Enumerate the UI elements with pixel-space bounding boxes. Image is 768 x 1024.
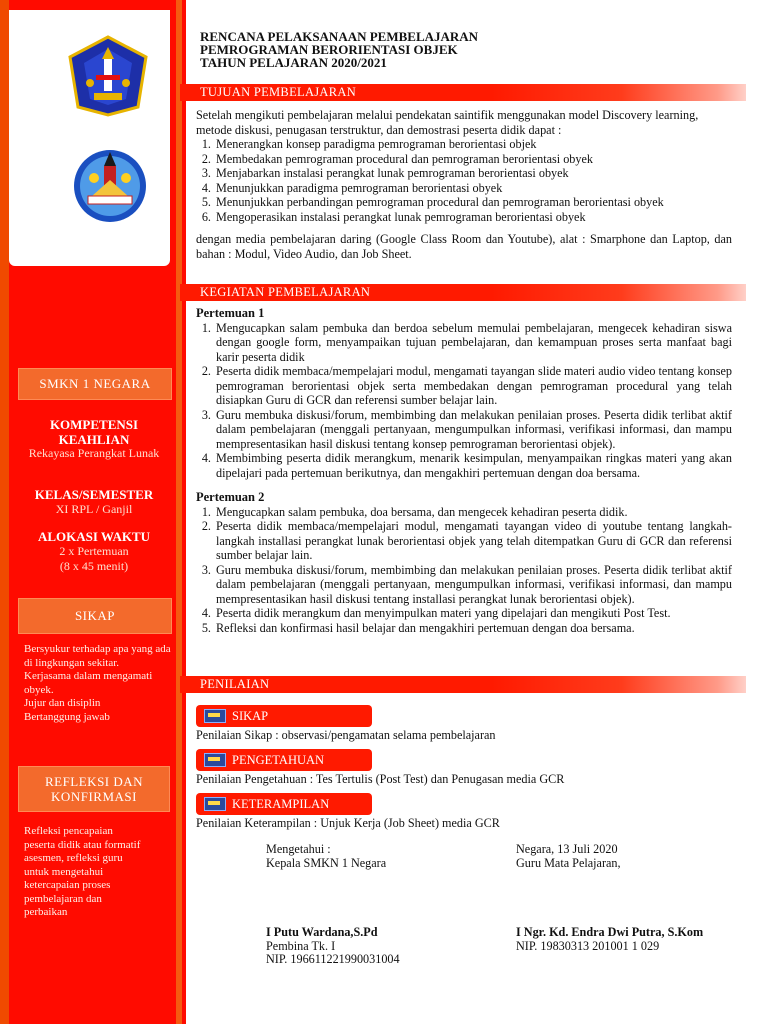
tujuan-section-bar: TUJUAN PEMBELAJARAN [180, 84, 746, 101]
list-item: 2. Peserta didik membaca/mempelajari modul, mengamati tayangan slide materi audio video tentang konsep pemrograman berorientasi objek serta membedakan dengan pemrograman procedural yang telah disiapkan Guru di GCR dan referensi sumber belajar lain. [214, 364, 732, 408]
title-line: RENCANA PELAKSANAAN PEMBELAJARAN [200, 29, 479, 44]
sikap-heading: SIKAP [74, 608, 116, 623]
badge-icon [204, 797, 226, 811]
sikap-item: Jujur dan disiplin [24, 697, 101, 709]
signature-name: I Putu Wardana,S.Pd [266, 925, 378, 939]
sikap-item: Bersyukur terhadap apa yang ada di lingkungan sekitar. [24, 643, 171, 669]
list-item: 2. Membedakan pemrograman procedural dan pemrograman berorientasi obyek [214, 152, 732, 167]
sikap-pill [196, 705, 372, 727]
pengetahuan-assessment-text: Penilaian Pengetahuan : Tes Tertulis (Post Test) dan Penugasan media GCR [196, 772, 565, 786]
title-line: TAHUN PELAJARAN 2020/2021 [200, 55, 387, 70]
list-item: 3. Guru membuka diskusi/forum, membimbing dan melakukan penilaian proses. Peserta didik terlibat aktif dalam pembelajaran (menggali pertanyaan, mengumpulkan informasi, verifikasi informasi, dan mampu mempresentasikan hasil diskusi tentang konsep pemrograman berorientasi objek). [214, 408, 732, 452]
penilaian-section-bar: PENILAIAN [180, 676, 746, 693]
refleksi-text: Refleksi pencapaian peserta didik atau formatif asesmen, refleksi guru untuk mengetahui ketercapaian proses pembelajaran dan perbaikan [24, 825, 141, 918]
keterampilan-pill [196, 793, 372, 815]
pengetahuan-pill [196, 749, 372, 771]
signature-label: Mengetahui : [266, 842, 331, 856]
meeting-1-list [196, 321, 732, 481]
tujuan-intro: Setelah mengikuti pembelajaran melalui pendekatan saintifik menggunakan model Discovery learning, metode diskusi, penugasan terstruktur, dan demostrasi peserta didik dapat : [196, 108, 699, 137]
sidebar-inner-strip [176, 0, 182, 1024]
signature-name: I Ngr. Kd. Endra Dwi Putra, S.Kom [516, 925, 704, 939]
tujuan-content [196, 108, 732, 261]
school-emblem [70, 146, 150, 226]
kelas-heading: KELAS/SEMESTER [34, 487, 154, 502]
list-item: 1. Menerangkan konsep paradigma pemrograman berorientasi objek [214, 137, 732, 152]
list-item: 3. Guru membuka diskusi/forum, membimbing dan melakukan penilaian proses. Peserta didik terlibat aktif dalam pembelajaran (menggali pertanyaan, mengumpulkan informasi, verifikasi informasi, dan mampu mempresentasikan hasil diskusi tentang installasi perangkat lunak berorientasi objek). [214, 563, 732, 607]
sikap-item: Bertanggung jawab [24, 710, 110, 723]
alokasi-value-1: 2 x Pertemuan [59, 544, 129, 558]
badge-icon [204, 753, 226, 767]
refleksi-heading-box [18, 766, 170, 812]
list-item: 4. Membimbing peserta didik merangkum, menarik kesimpulan, menyampaikan ringkas materi yang akan dipelajari pada pertemuan berikutnya, dan mengakhiri pertemuan dengan doa bersama. [214, 451, 732, 480]
signature-role: Guru Mata Pelajaran, [516, 855, 621, 870]
provincial-crest-emblem [68, 35, 148, 117]
list-item: 2. Peserta didik membaca/mempelajari modul, mengamati tayangan video di youtube tentang langkah-langkah installasi perangkat lunak berorientasi objek yang telah ditempatkan Guru di GCR dan referensi sumber belajar lain. [214, 519, 732, 563]
school-name-box [18, 368, 172, 400]
sikap-text [24, 643, 174, 724]
signature-left-name-block [266, 926, 400, 967]
signature-nip: NIP. 196611221990031004 [266, 952, 400, 966]
school-name: SMKN 1 NEGARA [39, 376, 151, 391]
signature-rank: Pembina Tk. I [266, 938, 336, 953]
signature-role: Kepala SMKN 1 Negara [266, 855, 387, 870]
refleksi-heading: REFLEKSI DAN KONFIRMASI [44, 774, 144, 804]
list-item: 4. Peserta didik merangkum dan menyimpulkan materi yang dipelajari dan mengikuti Post Test. [214, 606, 732, 621]
sidebar-edge-strip [0, 0, 9, 1024]
alokasi-value-2: (8 x 45 menit) [59, 559, 129, 573]
meeting-2-title: Pertemuan 2 [196, 490, 265, 504]
meeting-2-list [196, 505, 732, 636]
pengetahuan-pill-label: PENGETAHUAN [232, 752, 325, 767]
badge-icon [204, 709, 226, 723]
sikap-assessment-text: Penilaian Sikap : observasi/pengamatan selama pembelajaran [196, 728, 496, 742]
signature-left [266, 843, 386, 870]
list-item: 4. Menunjukkan paradigma pemrograman berorientasi obyek [214, 181, 732, 196]
signature-right [516, 843, 621, 870]
sikap-pill-label: SIKAP [232, 708, 269, 723]
signature-right-name-block [516, 926, 703, 953]
list-item: 6. Mengoperasikan instalasi perangkat lunak pemrograman berorientasi obyek [214, 210, 732, 225]
alokasi-heading: ALOKASI WAKTU [37, 529, 151, 544]
list-item: 3. Menjabarkan instalasi perangkat lunak pemrograman berorientasi obyek [214, 166, 732, 181]
meeting-1-title: Pertemuan 1 [196, 306, 265, 320]
signature-date: Negara, 13 Juli 2020 [516, 842, 618, 856]
kegiatan-section-bar: KEGIATAN PEMBELAJARAN [180, 284, 746, 301]
kompetensi-heading: KOMPETENSI KEAHLIAN [49, 417, 139, 447]
sikap-item: Kerjasama dalam mengamati obyek. [24, 670, 153, 696]
keterampilan-pill-label: KETERAMPILAN [232, 796, 330, 811]
page-title [200, 30, 478, 69]
signature-nip: NIP. 19830313 201001 1 029 [516, 938, 660, 953]
list-item: 5. Menunjukkan perbandingan pemrograman procedural dan pemrograman berorientasi obyek [214, 195, 732, 210]
list-item: 1. Mengucapkan salam pembuka dan berdoa sebelum memulai pembelajaran, mengecek kehadiran siswa dengan google form, menyampaikan tujuan pembelajaran, dan kemampuan proses serta manfaat bagi karir peserta didik [214, 321, 732, 365]
list-item: 1. Mengucapkan salam pembuka, doa bersama, dan mengecek kehadiran peserta didik. [214, 505, 732, 520]
tujuan-list [196, 137, 732, 224]
tujuan-media: dengan media pembelajaran daring (Google Class Room dan Youtube), alat : Smarphone dan Laptop, dan bahan : Modul, Video Audio, dan Job Sheet. [196, 232, 732, 261]
kelas-value: XI RPL / Ganjil [55, 502, 133, 516]
sikap-heading-box [18, 598, 172, 634]
list-item: 5. Refleksi dan konfirmasi hasil belajar dan mengakhiri pertemuan dengan doa bersama. [214, 621, 732, 636]
kegiatan-content [196, 306, 732, 635]
keterampilan-assessment-text: Penilaian Keterampilan : Unjuk Kerja (Job Sheet) media GCR [196, 816, 500, 830]
title-line: PEMROGRAMAN BERORIENTASI OBJEK [200, 42, 458, 57]
kompetensi-value: Rekayasa Perangkat Lunak [28, 446, 160, 460]
